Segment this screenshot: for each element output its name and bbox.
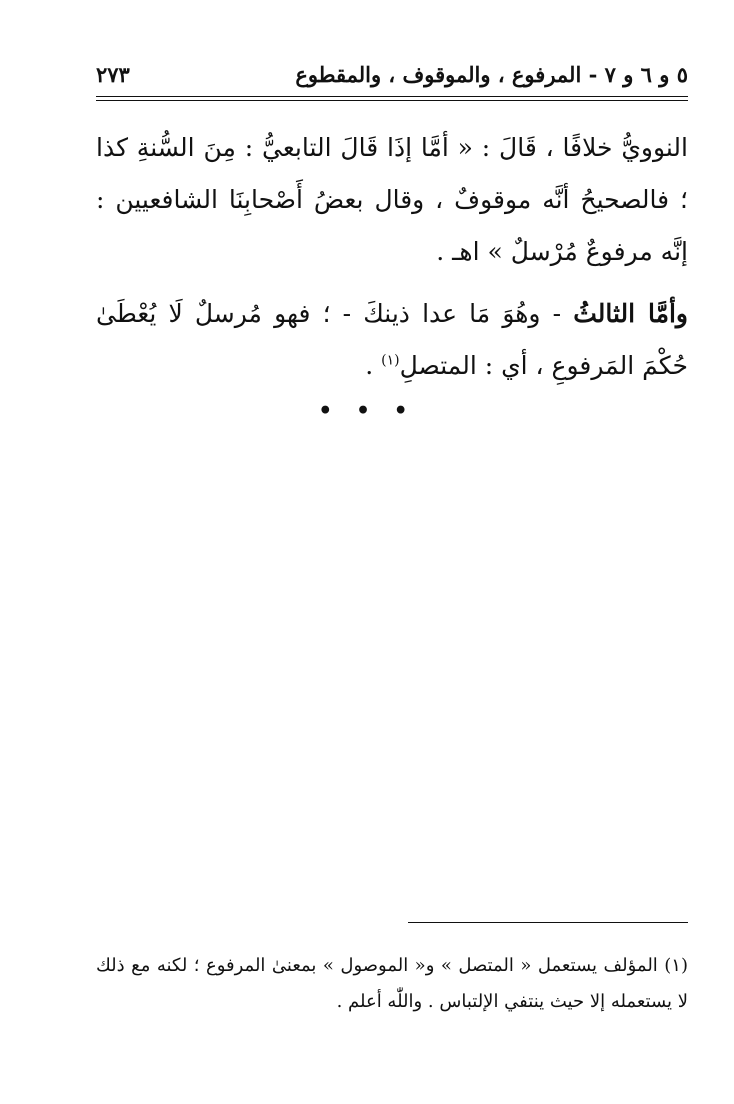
running-header	[96, 60, 688, 96]
footnotes	[96, 948, 688, 1020]
header-rule-secondary	[96, 100, 688, 101]
section-separator: • • •	[318, 398, 416, 424]
page-number: ٢٧٣	[96, 62, 130, 87]
header-rule	[96, 96, 688, 97]
footnote-1: (١) المؤلف يستعمل « المتصل » و« الموصول » بمعنىٰ المرفوع ؛ لكنه مع ذلك لا يستعمله إلا حيث ينتفي الإلتباس . واللّٰه أعلم .	[96, 955, 688, 1012]
paragraph-1: النوويُّ خلافًا ، قَالَ : « أمَّا إذَا قَالَ التابعيُّ : مِنَ السُّنةِ كذا ؛ فالصحيحُ أنَّه موقوفٌ ، وقال بعضُ أَصْحابِنَا الشافعيين : إنَّه مرفوعٌ مُرْسلٌ » اهـ .	[96, 133, 688, 266]
footnote-reference-1: (١)	[381, 352, 400, 369]
main-text	[96, 122, 688, 392]
paragraph-2-end: .	[365, 351, 382, 380]
paragraph-2	[96, 288, 688, 392]
paragraph-2-text: - وهُوَ مَا عدا ذينكَ - ؛ فهو مُرسلٌ لَا يُعْطَىٰ حُكْمَ المَرفوعِ ، أي : المتصلِ	[96, 299, 688, 380]
paragraph-2-lead: وأمَّا الثالثُ	[573, 299, 689, 328]
footnote-rule	[408, 922, 688, 923]
chapter-title: ٥ و ٦ و ٧ - المرفوع ، والموقوف ، والمقطوع	[295, 62, 688, 87]
